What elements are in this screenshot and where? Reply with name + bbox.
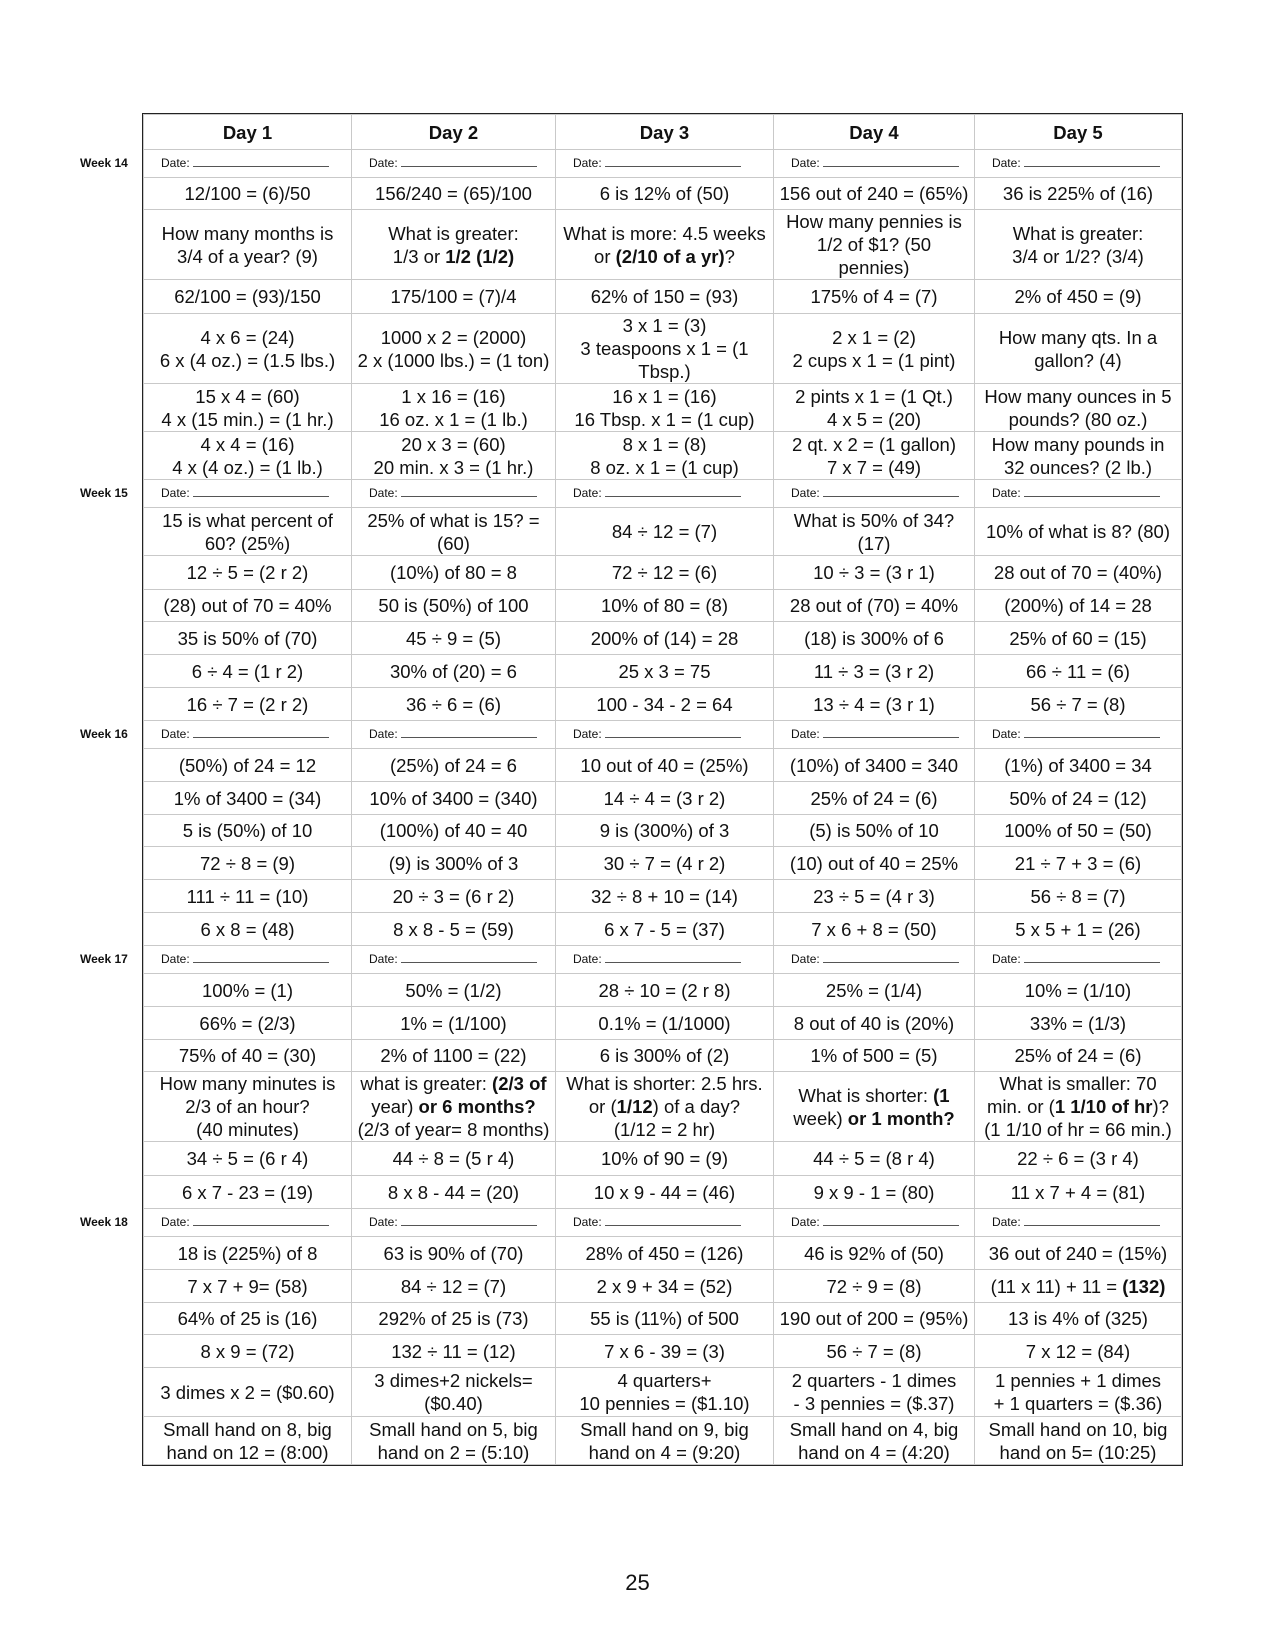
worksheet-table	[143, 114, 1182, 1465]
problem-row	[144, 314, 1182, 384]
problem-cell: 75% of 40 = (30)	[144, 1040, 352, 1072]
problem-row	[144, 178, 1182, 210]
week-label: Week 17	[80, 951, 128, 966]
problem-cell: 2 x 1 = (2) 2 cups x 1 = (1 pint)	[774, 314, 975, 384]
problem-cell: 72 ÷ 12 = (6)	[555, 556, 773, 590]
date-label: Date:	[791, 156, 820, 170]
date-blank-line[interactable]	[1024, 1215, 1160, 1226]
day-header: Day 3	[555, 115, 773, 150]
date-field[interactable]	[352, 150, 556, 178]
problem-cell: 200% of (14) = 28	[555, 622, 773, 655]
problem-cell: 292% of 25 is (73)	[352, 1303, 556, 1335]
problem-cell: 10 x 9 - 44 = (46)	[555, 1176, 773, 1209]
problem-cell: 156/240 = (65)/100	[352, 178, 556, 210]
date-field[interactable]	[774, 946, 975, 974]
problem-cell: 6 x 8 = (48)	[144, 913, 352, 946]
date-blank-line[interactable]	[605, 952, 741, 963]
day-header: Day 5	[974, 115, 1181, 150]
problem-cell: What is shorter: 2.5 hrs. or (1/12) of a day? (1/12 = 2 hr)	[555, 1072, 773, 1142]
problem-cell: 22 ÷ 6 = (3 r 4)	[974, 1142, 1181, 1176]
date-field[interactable]	[352, 480, 556, 508]
problem-row	[144, 1040, 1182, 1072]
date-field[interactable]	[144, 946, 352, 974]
problem-cell: 18 is (225%) of 8	[144, 1237, 352, 1270]
problem-cell: 28 out of (70) = 40%	[774, 590, 975, 622]
problem-cell: 21 ÷ 7 + 3 = (6)	[974, 847, 1181, 880]
date-label: Date:	[791, 1215, 820, 1229]
problem-row	[144, 1368, 1182, 1417]
problem-cell: 11 x 7 + 4 = (81)	[974, 1176, 1181, 1209]
date-field[interactable]	[974, 480, 1181, 508]
problem-cell: 32 ÷ 8 + 10 = (14)	[555, 880, 773, 913]
problem-row	[144, 749, 1182, 782]
problem-cell: (25%) of 24 = 6	[352, 749, 556, 782]
problem-cell: How many pounds in 32 ounces? (2 lb.)	[974, 432, 1181, 480]
problem-cell: 1 x 16 = (16) 16 oz. x 1 = (1 lb.)	[352, 384, 556, 432]
problem-cell: 20 ÷ 3 = (6 r 2)	[352, 880, 556, 913]
date-blank-line[interactable]	[605, 156, 741, 167]
problem-cell: What is greater: 3/4 or 1/2? (3/4)	[974, 210, 1181, 280]
date-label: Date:	[572, 952, 602, 966]
problem-cell: 8 x 8 - 5 = (59)	[352, 913, 556, 946]
date-label: Date:	[161, 727, 190, 741]
date-label: Date:	[791, 486, 820, 500]
date-label: Date:	[161, 486, 190, 500]
problem-cell: 7 x 6 - 39 = (3)	[555, 1335, 773, 1368]
date-field[interactable]	[144, 480, 352, 508]
date-row	[144, 480, 1182, 508]
date-field[interactable]	[352, 1209, 556, 1237]
problem-cell: 72 ÷ 8 = (9)	[144, 847, 352, 880]
problem-cell: 8 x 1 = (8) 8 oz. x 1 = (1 cup)	[555, 432, 773, 480]
date-label: Date:	[991, 727, 1021, 741]
problem-cell: 7 x 12 = (84)	[974, 1335, 1181, 1368]
problem-cell: 175% of 4 = (7)	[774, 280, 975, 314]
problem-cell: (50%) of 24 = 12	[144, 749, 352, 782]
date-label: Date:	[369, 727, 398, 741]
problem-cell: How many qts. In a gallon? (4)	[974, 314, 1181, 384]
problem-cell: 4 quarters+ 10 pennies = ($1.10)	[555, 1368, 773, 1417]
problem-cell: 15 is what percent of 60? (25%)	[144, 508, 352, 556]
date-field[interactable]	[974, 150, 1181, 178]
problem-cell: (5) is 50% of 10	[774, 815, 975, 847]
problem-cell: 11 ÷ 3 = (3 r 2)	[774, 655, 975, 688]
problem-row	[144, 1417, 1182, 1465]
date-label: Date:	[572, 486, 602, 500]
date-field[interactable]	[352, 721, 556, 749]
date-label: Date:	[369, 486, 398, 500]
problem-row	[144, 432, 1182, 480]
problem-row	[144, 913, 1182, 946]
problem-cell: 64% of 25 is (16)	[144, 1303, 352, 1335]
problem-row	[144, 1007, 1182, 1040]
problem-row	[144, 280, 1182, 314]
date-field[interactable]	[555, 150, 773, 178]
problem-cell: 34 ÷ 5 = (6 r 4)	[144, 1142, 352, 1176]
problem-cell: 3 dimes x 2 = ($0.60)	[144, 1368, 352, 1417]
problem-cell: 84 ÷ 12 = (7)	[352, 1270, 556, 1303]
problem-cell: 2% of 1100 = (22)	[352, 1040, 556, 1072]
date-label: Date:	[991, 952, 1021, 966]
problem-row	[144, 847, 1182, 880]
date-field[interactable]	[774, 480, 975, 508]
problem-cell: 10% of 90 = (9)	[555, 1142, 773, 1176]
date-field[interactable]	[974, 721, 1181, 749]
problem-cell: 13 ÷ 4 = (3 r 1)	[774, 688, 975, 721]
problem-cell: 10% of 3400 = (340)	[352, 782, 556, 815]
problem-cell: 16 ÷ 7 = (2 r 2)	[144, 688, 352, 721]
day-header: Day 2	[352, 115, 556, 150]
problem-cell: Small hand on 10, big hand on 5= (10:25)	[974, 1417, 1181, 1465]
date-blank-line[interactable]	[193, 727, 329, 738]
problem-row	[144, 688, 1182, 721]
problem-cell: 100 - 34 - 2 = 64	[555, 688, 773, 721]
problem-cell: 62% of 150 = (93)	[555, 280, 773, 314]
problem-cell: 1000 x 2 = (2000) 2 x (1000 lbs.) = (1 ton)	[352, 314, 556, 384]
date-field[interactable]	[144, 150, 352, 178]
date-field[interactable]	[774, 150, 975, 178]
date-blank-line[interactable]	[401, 727, 537, 738]
problem-cell: How many ounces in 5 pounds? (80 oz.)	[974, 384, 1181, 432]
problem-cell: 13 is 4% of (325)	[974, 1303, 1181, 1335]
date-label: Date:	[161, 156, 190, 170]
problem-cell: 36 is 225% of (16)	[974, 178, 1181, 210]
problem-cell: Small hand on 4, big hand on 4 = (4:20)	[774, 1417, 975, 1465]
problem-row	[144, 384, 1182, 432]
date-label: Date:	[991, 486, 1021, 500]
problem-cell: 1% of 500 = (5)	[774, 1040, 975, 1072]
problem-cell: 84 ÷ 12 = (7)	[555, 508, 773, 556]
problem-row	[144, 590, 1182, 622]
problem-row	[144, 782, 1182, 815]
problem-row	[144, 1237, 1182, 1270]
problem-cell: 35 is 50% of (70)	[144, 622, 352, 655]
problem-cell: 36 ÷ 6 = (6)	[352, 688, 556, 721]
week-label: Week 15	[80, 485, 128, 500]
day-header: Day 1	[144, 115, 352, 150]
date-blank-line[interactable]	[401, 486, 537, 497]
date-blank-line[interactable]	[1024, 952, 1160, 963]
problem-cell: 44 ÷ 8 = (5 r 4)	[352, 1142, 556, 1176]
problem-cell: 0.1% = (1/1000)	[555, 1007, 773, 1040]
problem-cell: 2 qt. x 2 = (1 gallon) 7 x 7 = (49)	[774, 432, 975, 480]
date-blank-line[interactable]	[823, 1215, 959, 1226]
problem-cell: 20 x 3 = (60) 20 min. x 3 = (1 hr.)	[352, 432, 556, 480]
problem-cell: 6 is 300% of (2)	[555, 1040, 773, 1072]
problem-row	[144, 556, 1182, 590]
header-row	[144, 115, 1182, 150]
problem-cell: 10% = (1/10)	[974, 974, 1181, 1007]
date-blank-line[interactable]	[193, 1215, 329, 1226]
problem-cell: 2 x 9 + 34 = (52)	[555, 1270, 773, 1303]
date-row	[144, 1209, 1182, 1237]
problem-row	[144, 1270, 1182, 1303]
problem-cell: What is 50% of 34? (17)	[774, 508, 975, 556]
problem-cell: 9 is (300%) of 3	[555, 815, 773, 847]
problem-cell: 23 ÷ 5 = (4 r 3)	[774, 880, 975, 913]
problem-cell: How many months is 3/4 of a year? (9)	[144, 210, 352, 280]
problem-row	[144, 622, 1182, 655]
problem-cell: 28 ÷ 10 = (2 r 8)	[555, 974, 773, 1007]
problem-cell: 1% of 3400 = (34)	[144, 782, 352, 815]
problem-cell: Small hand on 8, big hand on 12 = (8:00)	[144, 1417, 352, 1465]
date-blank-line[interactable]	[401, 156, 537, 167]
problem-cell: 30% of (20) = 6	[352, 655, 556, 688]
date-blank-line[interactable]	[823, 727, 959, 738]
problem-cell: 55 is (11%) of 500	[555, 1303, 773, 1335]
problem-row	[144, 1303, 1182, 1335]
problem-cell: (28) out of 70 = 40%	[144, 590, 352, 622]
date-blank-line[interactable]	[193, 156, 329, 167]
problem-cell: (10%) of 80 = 8	[352, 556, 556, 590]
problem-cell: 25% of 60 = (15)	[974, 622, 1181, 655]
problem-cell: (100%) of 40 = 40	[352, 815, 556, 847]
date-label: Date:	[369, 1215, 398, 1229]
problem-cell: 156 out of 240 = (65%)	[774, 178, 975, 210]
problem-cell: 2 quarters - 1 dimes - 3 pennies = ($.37)	[774, 1368, 975, 1417]
date-field[interactable]	[555, 946, 773, 974]
date-blank-line[interactable]	[401, 1215, 537, 1226]
problem-row	[144, 1142, 1182, 1176]
problem-cell: 7 x 6 + 8 = (50)	[774, 913, 975, 946]
problem-cell: 12/100 = (6)/50	[144, 178, 352, 210]
problem-cell: 10 ÷ 3 = (3 r 1)	[774, 556, 975, 590]
problem-cell: 4 x 4 = (16) 4 x (4 oz.) = (1 lb.)	[144, 432, 352, 480]
date-label: Date:	[161, 1215, 190, 1229]
date-field[interactable]	[555, 1209, 773, 1237]
problem-cell: 10% of 80 = (8)	[555, 590, 773, 622]
problem-cell: 2% of 450 = (9)	[974, 280, 1181, 314]
date-field[interactable]	[555, 480, 773, 508]
problem-cell: 7 x 7 + 9= (58)	[144, 1270, 352, 1303]
problem-row	[144, 815, 1182, 847]
problem-cell: 12 ÷ 5 = (2 r 2)	[144, 556, 352, 590]
problem-cell: (10%) of 3400 = 340	[774, 749, 975, 782]
problem-cell: What is smaller: 70 min. or (1 1/10 of hr)? (1 1/10 of hr = 66 min.)	[974, 1072, 1181, 1142]
date-field[interactable]	[774, 721, 975, 749]
problem-cell: What is more: 4.5 weeks or (2/10 of a yr)?	[555, 210, 773, 280]
problem-cell: 1 pennies + 1 dimes + 1 quarters = ($.36)	[974, 1368, 1181, 1417]
date-label: Date:	[791, 727, 820, 741]
problem-cell: 72 ÷ 9 = (8)	[774, 1270, 975, 1303]
problem-cell: 6 x 7 - 23 = (19)	[144, 1176, 352, 1209]
date-label: Date:	[369, 952, 398, 966]
problem-cell: How many minutes is 2/3 of an hour? (40 minutes)	[144, 1072, 352, 1142]
problem-cell: 5 x 5 + 1 = (26)	[974, 913, 1181, 946]
problem-cell: 8 out of 40 is (20%)	[774, 1007, 975, 1040]
day-header: Day 4	[774, 115, 975, 150]
date-field[interactable]	[555, 721, 773, 749]
problem-cell: 62/100 = (93)/150	[144, 280, 352, 314]
problem-cell: Small hand on 9, big hand on 4 = (9:20)	[555, 1417, 773, 1465]
problem-cell: 1% = (1/100)	[352, 1007, 556, 1040]
problem-cell: (10) out of 40 = 25%	[774, 847, 975, 880]
problem-cell: 28% of 450 = (126)	[555, 1237, 773, 1270]
page-number: 25	[625, 1570, 650, 1595]
date-field[interactable]	[352, 946, 556, 974]
problem-cell: 6 ÷ 4 = (1 r 2)	[144, 655, 352, 688]
date-field[interactable]	[774, 1209, 975, 1237]
date-field[interactable]	[974, 946, 1181, 974]
problem-cell: 50% of 24 = (12)	[974, 782, 1181, 815]
problem-cell: 56 ÷ 7 = (8)	[774, 1335, 975, 1368]
date-blank-line[interactable]	[605, 727, 741, 738]
date-blank-line[interactable]	[1024, 156, 1160, 167]
problem-cell: 50% = (1/2)	[352, 974, 556, 1007]
date-blank-line[interactable]	[1024, 486, 1160, 497]
problem-cell: 175/100 = (7)/4	[352, 280, 556, 314]
problem-row	[144, 1176, 1182, 1209]
problem-cell: (11 x 11) + 11 = (132)	[974, 1270, 1181, 1303]
date-label: Date:	[572, 1215, 602, 1229]
problem-row	[144, 1072, 1182, 1142]
problem-cell: 100% = (1)	[144, 974, 352, 1007]
problem-cell: 10% of what is 8? (80)	[974, 508, 1181, 556]
problem-cell: 46 is 92% of (50)	[774, 1237, 975, 1270]
week-label: Week 18	[80, 1214, 128, 1229]
problem-cell: 25% = (1/4)	[774, 974, 975, 1007]
date-label: Date:	[572, 156, 602, 170]
problem-cell: 33% = (1/3)	[974, 1007, 1181, 1040]
problem-cell: 111 ÷ 11 = (10)	[144, 880, 352, 913]
problem-cell: 25% of what is 15? = (60)	[352, 508, 556, 556]
problem-cell: Small hand on 5, big hand on 2 = (5:10)	[352, 1417, 556, 1465]
date-label: Date:	[369, 156, 398, 170]
problem-cell: what is greater: (2/3 of year) or 6 months? (2/3 of year= 8 months)	[352, 1072, 556, 1142]
date-blank-line[interactable]	[1024, 727, 1160, 738]
problem-cell: 9 x 9 - 1 = (80)	[774, 1176, 975, 1209]
problem-cell: 30 ÷ 7 = (4 r 2)	[555, 847, 773, 880]
problem-cell: 56 ÷ 8 = (7)	[974, 880, 1181, 913]
problem-cell: 63 is 90% of (70)	[352, 1237, 556, 1270]
problem-cell: 3 x 1 = (3) 3 teaspoons x 1 = (1 Tbsp.)	[555, 314, 773, 384]
problem-cell: 8 x 8 - 44 = (20)	[352, 1176, 556, 1209]
date-label: Date:	[791, 952, 820, 966]
problem-cell: What is greater: 1/3 or 1/2 (1/2)	[352, 210, 556, 280]
problem-cell: 6 x 7 - 5 = (37)	[555, 913, 773, 946]
date-blank-line[interactable]	[823, 486, 959, 497]
problem-cell: 45 ÷ 9 = (5)	[352, 622, 556, 655]
date-blank-line[interactable]	[193, 486, 329, 497]
date-field[interactable]	[144, 721, 352, 749]
problem-cell: (9) is 300% of 3	[352, 847, 556, 880]
problem-cell: (1%) of 3400 = 34	[974, 749, 1181, 782]
problem-cell: 50 is (50%) of 100	[352, 590, 556, 622]
problem-cell: 14 ÷ 4 = (3 r 2)	[555, 782, 773, 815]
problem-row	[144, 1335, 1182, 1368]
problem-cell: 25 x 3 = 75	[555, 655, 773, 688]
problem-cell: How many pennies is 1/2 of $1? (50 pennies)	[774, 210, 975, 280]
date-row	[144, 721, 1182, 749]
problem-row	[144, 655, 1182, 688]
problem-cell: 3 dimes+2 nickels= ($0.40)	[352, 1368, 556, 1417]
problem-cell: 44 ÷ 5 = (8 r 4)	[774, 1142, 975, 1176]
problem-cell: 25% of 24 = (6)	[774, 782, 975, 815]
date-field[interactable]	[974, 1209, 1181, 1237]
problem-cell: (200%) of 14 = 28	[974, 590, 1181, 622]
problem-cell: (18) is 300% of 6	[774, 622, 975, 655]
date-blank-line[interactable]	[401, 952, 537, 963]
problem-cell: 16 x 1 = (16) 16 Tbsp. x 1 = (1 cup)	[555, 384, 773, 432]
problem-row	[144, 508, 1182, 556]
problem-cell: 56 ÷ 7 = (8)	[974, 688, 1181, 721]
problem-cell: 36 out of 240 = (15%)	[974, 1237, 1181, 1270]
problem-cell: 4 x 6 = (24) 6 x (4 oz.) = (1.5 lbs.)	[144, 314, 352, 384]
date-label: Date:	[161, 952, 190, 966]
date-row	[144, 946, 1182, 974]
problem-cell: 8 x 9 = (72)	[144, 1335, 352, 1368]
date-blank-line[interactable]	[605, 1215, 741, 1226]
problem-cell: 5 is (50%) of 10	[144, 815, 352, 847]
problem-cell: 132 ÷ 11 = (12)	[352, 1335, 556, 1368]
problem-cell: 6 is 12% of (50)	[555, 178, 773, 210]
problem-cell: 100% of 50 = (50)	[974, 815, 1181, 847]
problem-cell: What is shorter: (1 week) or 1 month?	[774, 1072, 975, 1142]
problem-cell: 10 out of 40 = (25%)	[555, 749, 773, 782]
date-blank-line[interactable]	[823, 156, 959, 167]
date-field[interactable]	[144, 1209, 352, 1237]
date-label: Date:	[572, 727, 602, 741]
problem-row	[144, 210, 1182, 280]
date-blank-line[interactable]	[605, 486, 741, 497]
problem-row	[144, 974, 1182, 1007]
problem-cell: 28 out of 70 = (40%)	[974, 556, 1181, 590]
date-row	[144, 150, 1182, 178]
problem-cell: 2 pints x 1 = (1 Qt.) 4 x 5 = (20)	[774, 384, 975, 432]
date-label: Date:	[991, 156, 1021, 170]
week-label: Week 14	[80, 155, 128, 170]
date-label: Date:	[991, 1215, 1021, 1229]
problem-row	[144, 880, 1182, 913]
problem-cell: 25% of 24 = (6)	[974, 1040, 1181, 1072]
problem-cell: 190 out of 200 = (95%)	[774, 1303, 975, 1335]
week-label: Week 16	[80, 726, 128, 741]
problem-cell: 66% = (2/3)	[144, 1007, 352, 1040]
problem-cell: 15 x 4 = (60) 4 x (15 min.) = (1 hr.)	[144, 384, 352, 432]
problem-cell: 66 ÷ 11 = (6)	[974, 655, 1181, 688]
date-blank-line[interactable]	[823, 952, 959, 963]
date-blank-line[interactable]	[193, 952, 329, 963]
